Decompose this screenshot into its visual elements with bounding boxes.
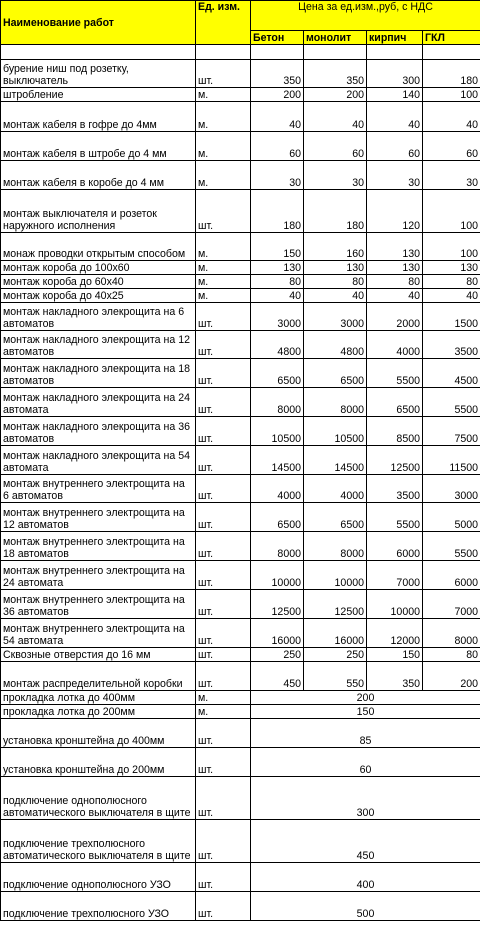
price-cell: 16000: [304, 619, 367, 648]
table-row: [1, 691, 480, 705]
unit-cell: шт.: [196, 190, 251, 233]
work-name-cell: монтаж внутреннего электрощита на 54 автомата: [1, 619, 196, 648]
work-name-cell: монтаж внутреннего электрощита на 18 автоматов: [1, 532, 196, 561]
price-cell: 10000: [304, 561, 367, 590]
work-name-cell: монтаж внутреннего электрощита на 24 автомата: [1, 561, 196, 590]
work-name-cell: прокладка лотка до 200мм: [1, 705, 196, 719]
price-cell: 130: [367, 261, 423, 275]
work-name-cell: монтаж кабеля в штробе до 4 мм: [1, 132, 196, 161]
unit-cell: шт.: [196, 359, 251, 388]
price-cell: 150: [251, 233, 304, 261]
price-cell: 130: [304, 261, 367, 275]
work-name-cell: монтаж короба до 40х25: [1, 289, 196, 303]
price-cell: 10000: [367, 590, 423, 619]
price-cell: 8000: [304, 532, 367, 561]
unit-cell: м.: [196, 261, 251, 275]
unit-cell: м.: [196, 161, 251, 190]
price-cell: 250: [251, 648, 304, 662]
price-cell: 450: [251, 662, 304, 691]
price-cell: 100: [423, 233, 480, 261]
work-name-cell: монтаж внутреннего электрощита на 36 автоматов: [1, 590, 196, 619]
header-material-gkl: ГКЛ: [423, 31, 480, 45]
work-name-cell: монтаж накладного элекрощита на 54 автомата: [1, 446, 196, 475]
price-cell: 8000: [251, 388, 304, 417]
price-cell: 200: [251, 88, 304, 102]
table-row: [1, 892, 480, 921]
price-cell: 30: [251, 161, 304, 190]
work-name-cell: установка кронштейна до 200мм: [1, 748, 196, 777]
price-cell: 130: [251, 261, 304, 275]
price-cell: 180: [304, 190, 367, 233]
spacer-row: [1, 45, 480, 60]
header-name: Наименование работ: [1, 1, 196, 45]
work-name-cell: подключение однополюсного автоматического выключателя в щите: [1, 777, 196, 820]
price-cell: 100: [423, 190, 480, 233]
price-cell: 8000: [423, 619, 480, 648]
work-name-cell: монтаж короба до 100х60: [1, 261, 196, 275]
table-body: [1, 60, 480, 921]
price-cell: 4800: [304, 331, 367, 359]
table-row: [1, 446, 480, 475]
price-cell: 11500: [423, 446, 480, 475]
price-cell: 80: [423, 275, 480, 289]
price-cell: 80: [367, 275, 423, 289]
unit-cell: шт.: [196, 748, 251, 777]
table-row: [1, 289, 480, 303]
unit-cell: м.: [196, 289, 251, 303]
table-row: [1, 648, 480, 662]
work-name-cell: подключение трехполюсного УЗО: [1, 892, 196, 921]
price-cell: 40: [304, 102, 367, 132]
work-name-cell: подключение трехполюсного автоматического выключателя в щите: [1, 820, 196, 863]
table-row: [1, 132, 480, 161]
price-cell: 3000: [304, 303, 367, 331]
price-cell: 8000: [304, 388, 367, 417]
unit-cell: шт.: [196, 892, 251, 921]
unit-cell: м.: [196, 88, 251, 102]
table-row: [1, 303, 480, 331]
price-cell: 200: [423, 662, 480, 691]
price-cell: 30: [423, 161, 480, 190]
price-cell: 60: [367, 132, 423, 161]
price-cell: 2000: [367, 303, 423, 331]
price-cell: 6000: [423, 561, 480, 590]
price-cell: 5000: [423, 503, 480, 532]
price-cell: 6500: [251, 503, 304, 532]
unit-cell: м.: [196, 691, 251, 705]
price-cell: 6000: [367, 532, 423, 561]
work-name-cell: монтаж распределительной коробки: [1, 662, 196, 691]
table-row: [1, 619, 480, 648]
table-row: [1, 233, 480, 261]
header-material-beton: Бетон: [251, 31, 304, 45]
unit-cell: шт.: [196, 331, 251, 359]
work-name-cell: штробление: [1, 88, 196, 102]
unit-cell: шт.: [196, 863, 251, 892]
work-name-cell: монтаж накладного элекрощита на 18 автоматов: [1, 359, 196, 388]
unit-cell: шт.: [196, 619, 251, 648]
price-cell: 30: [304, 161, 367, 190]
table-row: [1, 261, 480, 275]
work-name-cell: прокладка лотка до 400мм: [1, 691, 196, 705]
work-name-cell: монтаж внутреннего электрощита на 6 автоматов: [1, 475, 196, 503]
price-cell: 300: [367, 60, 423, 88]
table-row: [1, 719, 480, 748]
price-cell: 12500: [251, 590, 304, 619]
table-row: [1, 388, 480, 417]
price-cell-merged: 150: [251, 705, 480, 719]
unit-cell: шт.: [196, 648, 251, 662]
price-cell: 180: [251, 190, 304, 233]
price-cell: 80: [423, 648, 480, 662]
price-cell: 10500: [304, 417, 367, 446]
price-cell: 12000: [367, 619, 423, 648]
price-cell: 140: [367, 88, 423, 102]
price-cell: 5500: [367, 503, 423, 532]
table-row: [1, 475, 480, 503]
table-row: [1, 590, 480, 619]
work-name-cell: монаж проводки открытым способом: [1, 233, 196, 261]
price-cell: 8000: [251, 532, 304, 561]
unit-cell: шт.: [196, 719, 251, 748]
table-row: [1, 705, 480, 719]
table-row: [1, 331, 480, 359]
table-row: [1, 60, 480, 88]
table-row: [1, 820, 480, 863]
price-cell-merged: 400: [251, 863, 480, 892]
table-row: [1, 417, 480, 446]
price-cell: 200: [304, 88, 367, 102]
work-name-cell: монтаж накладного элекрощита на 12 автоматов: [1, 331, 196, 359]
work-name-cell: монтаж накладного элекрощита на 6 автоматов: [1, 303, 196, 331]
unit-cell: шт.: [196, 475, 251, 503]
unit-cell: шт.: [196, 820, 251, 863]
price-cell: 250: [304, 648, 367, 662]
price-cell: 7500: [423, 417, 480, 446]
table-row: [1, 190, 480, 233]
table-row: [1, 662, 480, 691]
unit-cell: м.: [196, 275, 251, 289]
unit-cell: м.: [196, 132, 251, 161]
header-row-1: [1, 1, 480, 31]
price-cell: 6500: [367, 388, 423, 417]
price-cell: 3000: [251, 303, 304, 331]
unit-cell: шт.: [196, 303, 251, 331]
price-cell: 80: [304, 275, 367, 289]
unit-cell: м.: [196, 705, 251, 719]
unit-cell: шт.: [196, 446, 251, 475]
price-cell: 5500: [423, 388, 480, 417]
price-cell: 8500: [367, 417, 423, 446]
work-name-cell: монтаж короба до 60х40: [1, 275, 196, 289]
unit-cell: шт.: [196, 532, 251, 561]
unit-cell: шт.: [196, 590, 251, 619]
table-row: [1, 561, 480, 590]
work-name-cell: монтаж накладного элекрощита на 36 автоматов: [1, 417, 196, 446]
header-material-monolit: монолит: [304, 31, 367, 45]
price-cell: 60: [251, 132, 304, 161]
header-material-kirpich: кирпич: [367, 31, 423, 45]
header-unit: Ед. изм.: [196, 1, 251, 45]
price-cell: 4500: [423, 359, 480, 388]
work-name-cell: монтаж кабеля в коробе до 4 мм: [1, 161, 196, 190]
price-cell: 4000: [367, 331, 423, 359]
price-cell-merged: 60: [251, 748, 480, 777]
work-name-cell: бурение ниш под розетку, выключатель: [1, 60, 196, 88]
work-name-cell: Сквозные отверстия до 16 мм: [1, 648, 196, 662]
table-row: [1, 748, 480, 777]
price-cell: 4000: [251, 475, 304, 503]
price-cell: 130: [367, 233, 423, 261]
price-cell: 40: [423, 289, 480, 303]
price-cell-merged: 450: [251, 820, 480, 863]
price-cell: 150: [367, 648, 423, 662]
price-cell: 12500: [304, 590, 367, 619]
price-cell: 14500: [251, 446, 304, 475]
price-cell: 40: [367, 289, 423, 303]
price-cell: 550: [304, 662, 367, 691]
price-cell: 100: [423, 88, 480, 102]
price-cell: 40: [251, 289, 304, 303]
price-cell: 7000: [367, 561, 423, 590]
table-row: [1, 777, 480, 820]
unit-cell: шт.: [196, 388, 251, 417]
price-cell: 120: [367, 190, 423, 233]
work-name-cell: монтаж выключателя и розеток наружного исполнения: [1, 190, 196, 233]
price-cell: 14500: [304, 446, 367, 475]
table-row: [1, 863, 480, 892]
table-row: [1, 88, 480, 102]
price-cell: 12500: [367, 446, 423, 475]
price-cell-merged: 300: [251, 777, 480, 820]
unit-cell: м.: [196, 102, 251, 132]
unit-cell: шт.: [196, 777, 251, 820]
table-row: [1, 161, 480, 190]
work-name-cell: монтаж внутреннего электрощита на 12 автоматов: [1, 503, 196, 532]
table-row: [1, 532, 480, 561]
price-cell: 7000: [423, 590, 480, 619]
work-name-cell: монтаж накладного элекрощита на 24 автомата: [1, 388, 196, 417]
price-cell: 16000: [251, 619, 304, 648]
unit-cell: шт.: [196, 662, 251, 691]
price-cell: 1500: [423, 303, 480, 331]
header-price: Цена за ед.изм.,руб, с НДС: [251, 1, 480, 31]
table-row: [1, 275, 480, 289]
price-cell: 10500: [251, 417, 304, 446]
price-cell: 4800: [251, 331, 304, 359]
price-cell: 350: [367, 662, 423, 691]
work-name-cell: установка кронштейна до 400мм: [1, 719, 196, 748]
price-cell: 60: [423, 132, 480, 161]
price-cell: 5500: [367, 359, 423, 388]
unit-cell: шт.: [196, 60, 251, 88]
price-cell: 40: [251, 102, 304, 132]
price-cell: 350: [304, 60, 367, 88]
unit-cell: шт.: [196, 561, 251, 590]
price-cell: 60: [304, 132, 367, 161]
price-cell: 6500: [251, 359, 304, 388]
price-cell: 3500: [423, 331, 480, 359]
price-cell: 160: [304, 233, 367, 261]
price-cell-merged: 85: [251, 719, 480, 748]
price-cell-merged: 500: [251, 892, 480, 921]
price-cell: 4000: [304, 475, 367, 503]
unit-cell: шт.: [196, 417, 251, 446]
price-cell: 10000: [251, 561, 304, 590]
price-cell: 30: [367, 161, 423, 190]
price-cell: 350: [251, 60, 304, 88]
price-cell: 3500: [367, 475, 423, 503]
price-cell: 180: [423, 60, 480, 88]
unit-cell: шт.: [196, 503, 251, 532]
work-name-cell: подключение однополюсного УЗО: [1, 863, 196, 892]
price-cell: 130: [423, 261, 480, 275]
table-row: [1, 503, 480, 532]
price-cell: 3000: [423, 475, 480, 503]
price-cell: 40: [304, 289, 367, 303]
price-cell-merged: 200: [251, 691, 480, 705]
price-cell: 40: [367, 102, 423, 132]
price-cell: 6500: [304, 503, 367, 532]
work-name-cell: монтаж кабеля в гофре до 4мм: [1, 102, 196, 132]
price-cell: 5500: [423, 532, 480, 561]
price-cell: 40: [423, 102, 480, 132]
price-cell: 6500: [304, 359, 367, 388]
price-cell: 80: [251, 275, 304, 289]
unit-cell: м.: [196, 233, 251, 261]
table-row: [1, 359, 480, 388]
table-row: [1, 102, 480, 132]
